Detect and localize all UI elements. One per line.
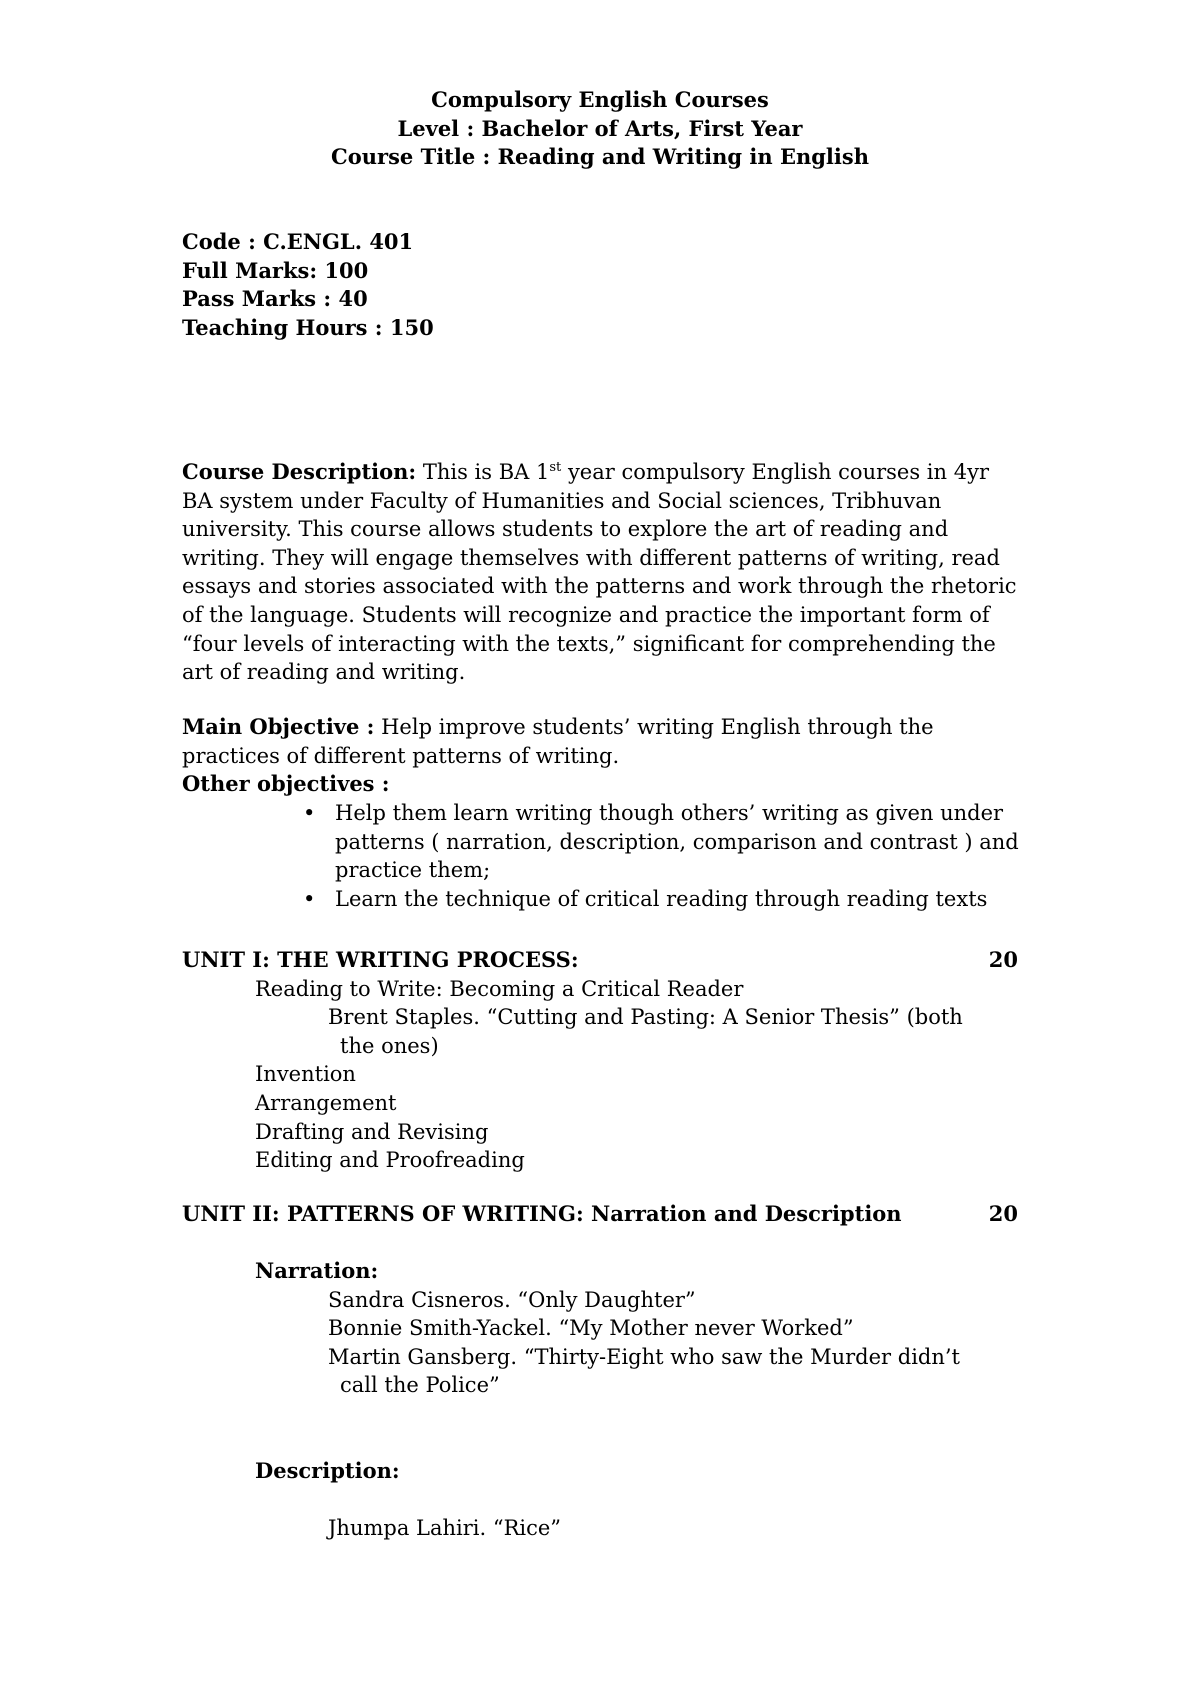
objective-item <box>303 885 1022 914</box>
document-header <box>0 86 1200 172</box>
reading-item: Brent Staples. “Cutting and Pasting: A Senior Thesis” (both <box>328 1005 963 1029</box>
narration-item: Bonnie Smith-Yackel. “My Mother never Worked” <box>328 1316 854 1340</box>
description-item: Jhumpa Lahiri. “Rice” <box>328 1516 562 1540</box>
narration-heading: Narration: <box>255 1258 379 1283</box>
other-objectives-list <box>303 799 1022 913</box>
full-marks: Full Marks: 100 <box>182 257 369 283</box>
unit-2-heading <box>182 1200 1018 1229</box>
course-code: Code : C.ENGL. 401 <box>182 229 414 254</box>
unit-2-hours: 20 <box>988 1201 1018 1226</box>
unit-2-title: UNIT II: PATTERNS OF WRITING: Narration and Description <box>182 1201 902 1226</box>
description-heading: Description: <box>255 1458 400 1483</box>
ordinal-suffix: st <box>549 460 562 475</box>
course-description-lead: This is BA 1 <box>416 460 550 484</box>
pass-marks: Pass Marks : 40 <box>182 286 368 312</box>
course-title: Course Title : Reading and Writing in English <box>331 144 869 170</box>
objective-item <box>303 799 1022 885</box>
reading-item-continuation: the ones) <box>340 1034 439 1058</box>
course-description <box>182 458 1022 687</box>
narration-item: Sandra Cisneros. “Only Daughter” <box>328 1288 696 1312</box>
bullet-icon: • <box>303 801 316 825</box>
course-description-label: Course Description: <box>182 459 417 484</box>
unit-1-topic: Editing and Proofreading <box>255 1148 525 1172</box>
reading-to-write-heading: Reading to Write: Becoming a Critical Reader <box>255 977 744 1001</box>
teaching-hours: Teaching Hours : 150 <box>182 314 434 340</box>
main-objective-label: Main Objective : <box>182 714 375 739</box>
bullet-icon: • <box>303 886 316 911</box>
objectives-section <box>182 713 1022 799</box>
unit-1-heading <box>182 946 1018 975</box>
unit-1-topic: Arrangement <box>255 1091 397 1115</box>
course-description-text: year compulsory English courses in 4yr BA system under Faculty of Humanities and Social sciences, Tribhuvan university. This course allows students to explore the art of reading and writing. They will engage themselves with different patterns of writing, read essays and stories associated with the patterns and work through the rhetoric of the language. Students will recognize and practice the important form of “four levels of interacting with the texts,” significant for comprehending the art of reading and writing. <box>182 460 1017 685</box>
unit-1-topic: Drafting and Revising <box>255 1120 489 1144</box>
unit-1-topic: Invention <box>255 1062 356 1086</box>
objective-item-text: Learn the technique of critical reading through reading texts <box>335 886 988 911</box>
narration-item: Martin Gansberg. “Thirty-Eight who saw the Murder didn’t <box>328 1345 960 1369</box>
unit-1-hours: 20 <box>988 947 1018 972</box>
course-level: Level : Bachelor of Arts, First Year <box>397 115 803 141</box>
other-objectives-label: Other objectives : <box>182 771 390 797</box>
unit-1-title: UNIT I: THE WRITING PROCESS: <box>182 947 579 972</box>
objective-item-text: Help them learn writing though others’ writing as given under patterns ( narration, description, comparison and contrast ) and practice them; <box>335 801 1019 883</box>
main-objective-text: Help improve students’ writing English through the practices of different patterns of writing. <box>182 715 934 768</box>
course-group-title: Compulsory English Courses <box>431 87 769 112</box>
course-meta <box>182 228 1022 342</box>
narration-item-continuation: call the Police” <box>340 1373 500 1397</box>
